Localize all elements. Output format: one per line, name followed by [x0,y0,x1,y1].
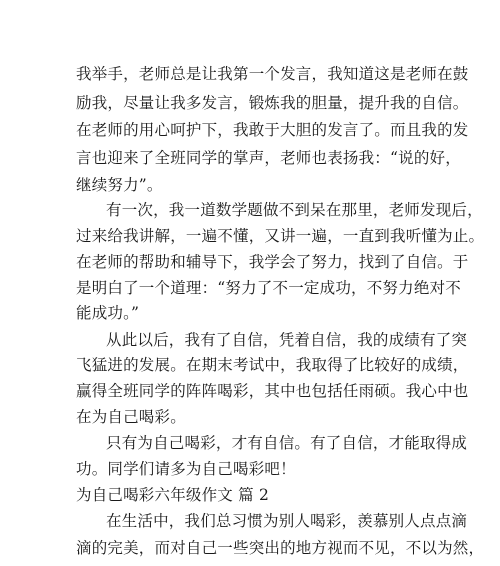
text-line: 功。同学们请多为自己喝彩吧！ [76,460,296,478]
text-line: 过来给我讲解，一遍不懂，又讲一遍，一直到我听懂为止。 [76,227,485,245]
text-line: 励我，尽量让我多发言，锻炼我的胆量，提升我的自信。 [76,94,469,112]
text-line: 在生活中，我们总习惯为别人喝彩，羡慕别人点点滴 [106,512,468,530]
text-line: 言也迎来了全班同学的掌声，老师也表扬我：“说的好， [76,149,461,167]
text-line: 滴的完美，而对自己一些突出的地方视而不见，不以为然， [76,539,485,557]
text-line: 继续努力”。 [76,176,163,194]
text-line: 在老师的帮助和辅导下，我学会了努力，找到了自信。于 [76,253,469,271]
text-line: 飞猛进的发展。在期末考试中，我取得了比较好的成绩， [76,356,469,374]
text-line: 有一次，我一道数学题做不到呆在那里，老师发现后， [106,201,483,219]
text-line: 只有为自己喝彩，才有自信。有了自信，才能取得成 [106,434,468,452]
text-line: 能成功。” [76,304,140,322]
text-line: 我举手，老师总是让我第一个发言，我知道这是老师在鼓 [76,65,469,83]
text-line: 在老师的用心呵护下，我敢于大胆的发言了。而且我的发 [76,121,469,139]
text-line: 在为自己喝彩。 [76,408,186,426]
text-line: 是明白了一个道理：“努力了不一定成功，不努力绝对不 [76,279,461,297]
text-line: 赢得全班同学的阵阵喝彩，其中也包括任雨硕。我心中也 [76,382,469,400]
section-heading: 为自己喝彩六年级作文 篇 2 [76,486,270,504]
text-line: 从此以后，我有了自信，凭着自信，我的成绩有了突 [106,331,468,349]
